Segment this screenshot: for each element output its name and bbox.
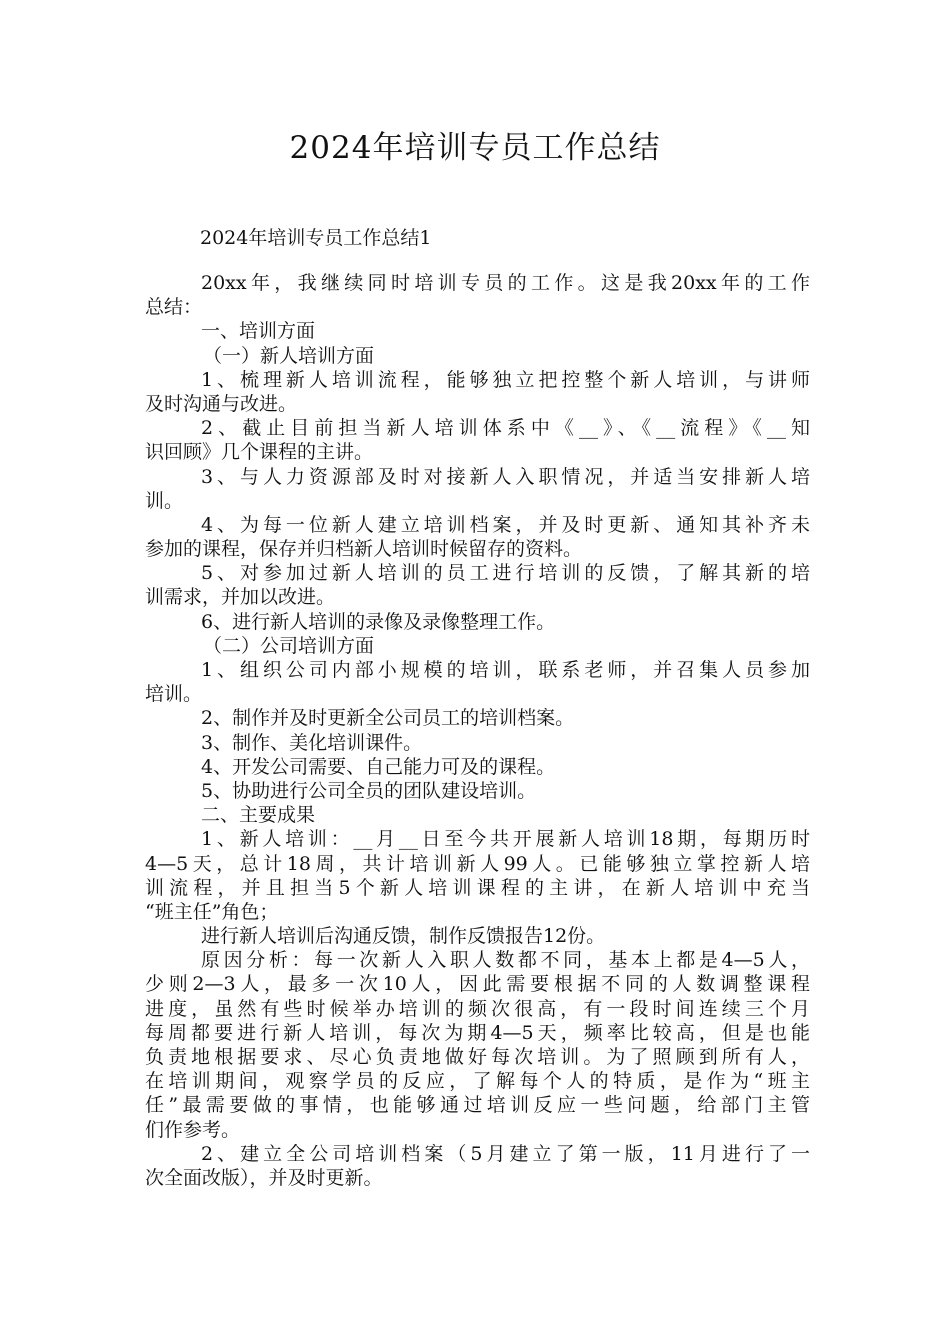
body-line: 进度，虽然有些时候举办培训的频次很高，有一段时间连续三个月 <box>145 997 810 1020</box>
body-line: 总结： <box>145 296 203 319</box>
body-line: 2、制作并及时更新全公司员工的培训档案。 <box>201 707 575 730</box>
body-line: 2、截止目前担当新人培训体系中《__》、《__流程》《__知 <box>201 417 810 440</box>
body-line: 次全面改版），并及时更新。 <box>145 1166 383 1189</box>
body-line: （二）公司培训方面 <box>203 634 375 657</box>
body-line: 原因分析：每一次新人入职人数都不同，基本上都是4—5人， <box>201 949 810 972</box>
body-line: 3、与人力资源部及时对接新人入职情况，并适当安排新人培 <box>201 465 810 488</box>
body-line: 一、培训方面 <box>201 320 316 343</box>
body-line: 4、为每一位新人建立培训档案，并及时更新、通知其补齐未 <box>201 513 810 536</box>
body-line: 3、制作、美化培训课件。 <box>201 731 423 754</box>
body-line: 任”最需要做的事情，也能够通过培训反应一些问题，给部门主管 <box>145 1094 810 1117</box>
body-line: 们作参考。 <box>145 1118 241 1141</box>
body-line: 少则2—3人，最多一次10人，因此需要根据不同的人数调整课程 <box>145 973 810 996</box>
body-line: 参加的课程，保存并归档新人培训时候留存的资料。 <box>145 538 583 561</box>
body-line: 5、协助进行公司全员的团队建设培训。 <box>201 779 537 802</box>
body-line: 每周都要进行新人培训，每次为期4—5天，频率比较高，但是也能 <box>145 1021 810 1044</box>
document-body <box>145 271 810 1190</box>
body-line: 4、开发公司需要、自己能力可及的课程。 <box>201 755 556 778</box>
body-line: 二、主要成果 <box>201 804 316 827</box>
body-line: 及时沟通与改进。 <box>145 392 298 415</box>
body-line: 在培训期间，观察学员的反应，了解每个人的特质，是作为“班主 <box>145 1070 810 1093</box>
body-line: 1、新人培训：__月__日至今共开展新人培训18期，每期历时 <box>201 828 810 851</box>
document-subtitle: 2024年培训专员工作总结1 <box>200 227 432 249</box>
body-line: 训需求，并加以改进。 <box>145 586 336 609</box>
body-line: “班主任”角色； <box>145 900 279 923</box>
body-line: 1、组织公司内部小规模的培训，联系老师，并召集人员参加 <box>201 659 810 681</box>
body-line: 1、梳理新人培训流程，能够独立把控整个新人培训，与讲师 <box>201 368 810 391</box>
body-line: 20xx年，我继续同时培训专员的工作。这是我20xx年的工作 <box>201 272 810 294</box>
body-line: 训流程，并且担当5个新人培训课程的主讲，在新人培训中充当 <box>145 876 810 899</box>
body-line: 培训。 <box>145 683 203 706</box>
body-line: 负责地根据要求、尽心负责地做好每次培训。为了照顾到所有人， <box>145 1046 810 1068</box>
body-line: 进行新人培训后沟通反馈，制作反馈报告12份。 <box>201 925 606 948</box>
body-line: 2、建立全公司培训档案（5月建立了第一版，11月进行了一 <box>201 1142 810 1165</box>
body-line: 4—5天，总计18周，共计培训新人99人。已能够独立掌控新人培 <box>145 852 810 875</box>
document-title: 2024年培训专员工作总结 <box>289 130 661 166</box>
body-line: 识回顾》几个课程的主讲。 <box>145 441 374 464</box>
body-line: 5、对参加过新人培训的员工进行培训的反馈，了解其新的培 <box>201 562 810 585</box>
body-line: 6、进行新人培训的录像及录像整理工作。 <box>201 610 556 633</box>
body-line: （一）新人培训方面 <box>203 344 375 367</box>
body-line: 训。 <box>145 489 184 512</box>
